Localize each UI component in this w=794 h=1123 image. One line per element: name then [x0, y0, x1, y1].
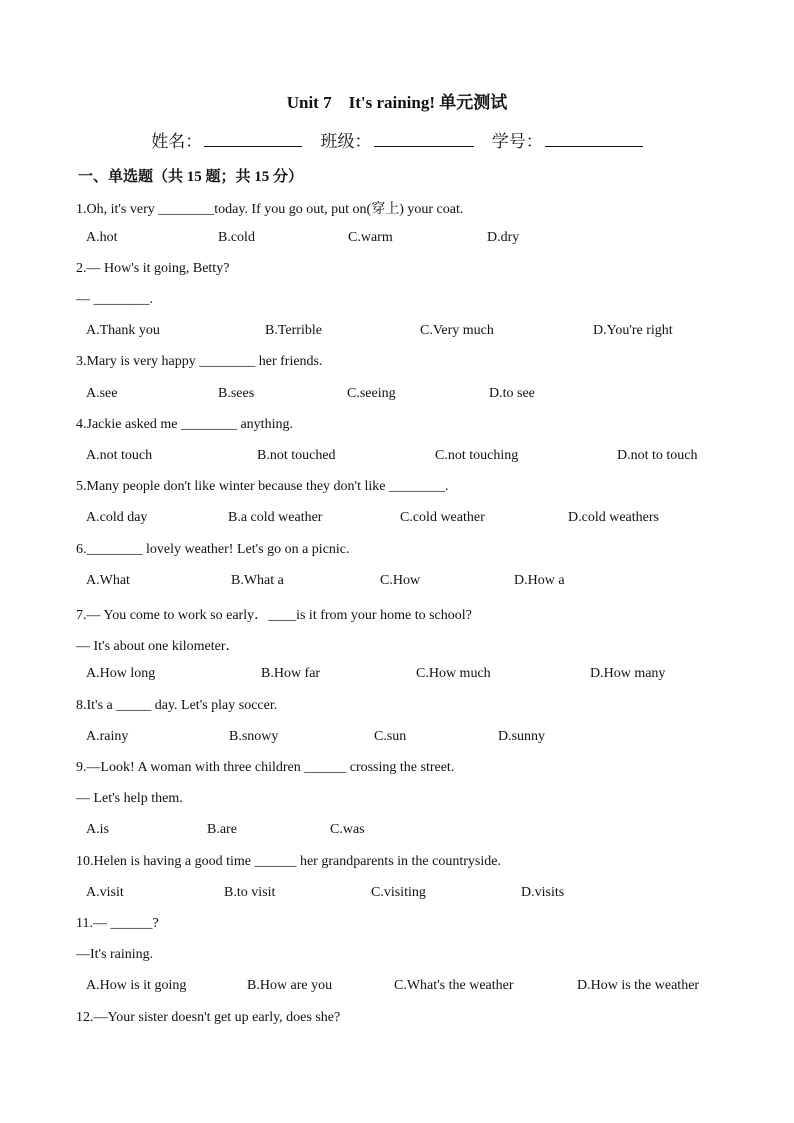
question-8-option-d: D.sunny — [498, 729, 546, 744]
question-6-option-a: A.What — [86, 573, 130, 588]
class-label: 班级： — [320, 132, 372, 151]
question-10-option-c: C.visiting — [371, 885, 426, 900]
question-3-option-d: D.to see — [489, 386, 535, 401]
question-3-option-a: A.see — [86, 386, 118, 401]
question-11-option-a: A.How is it going — [86, 978, 187, 993]
student-id-blank — [545, 130, 643, 147]
question-stem-7-reply: — It's about one kilometer． — [76, 639, 240, 654]
name-blank — [204, 130, 302, 147]
question-8-option-a: A.rainy — [86, 729, 129, 744]
question-2-option-b: B.Terrible — [265, 323, 322, 338]
question-11-option-c: C.What's the weather — [394, 978, 514, 993]
question-1-option-b: B.cold — [218, 230, 255, 245]
question-9-option-b: B.are — [207, 822, 237, 837]
question-stem-6: 6.________ lovely weather! Let's go on a picnic. — [76, 542, 350, 557]
question-6-option-b: B.What a — [231, 573, 284, 588]
question-3-option-b: B.sees — [218, 386, 255, 401]
section-heading: 一、单选题（共 15 题；共 15 分） — [78, 169, 304, 185]
question-7-option-d: D.How many — [590, 666, 666, 681]
question-4-option-a: A.not touch — [86, 448, 153, 463]
class-blank — [374, 130, 474, 147]
page-title: Unit 7 It's raining! 单元测试 — [286, 93, 508, 112]
question-8-option-c: C.sun — [374, 729, 407, 744]
question-7-option-c: C.How much — [416, 666, 491, 681]
question-2-option-c: C.Very much — [420, 323, 494, 338]
question-stem-1: 1.Oh, it's very ________today. If you go out, put on(穿上) your coat. — [76, 202, 464, 217]
question-10-option-a: A.visit — [86, 885, 124, 900]
question-5-option-c: C.cold weather — [400, 510, 485, 525]
question-2-option-a: A.Thank you — [86, 323, 160, 338]
question-stem-2: 2.— How's it going, Betty? — [76, 261, 230, 276]
question-4-option-d: D.not to touch — [617, 448, 698, 463]
question-9-option-c: C.was — [330, 822, 365, 837]
question-4-option-c: C.not touching — [435, 448, 519, 463]
question-10-option-b: B.to visit — [224, 885, 276, 900]
question-stem-5: 5.Many people don't like winter because they don't like ________. — [76, 479, 449, 494]
student-info-line — [0, 127, 794, 152]
name-label: 姓名： — [151, 132, 203, 151]
question-stem-11: 11.— ______? — [76, 916, 159, 931]
question-7-option-a: A.How long — [86, 666, 156, 681]
question-5-option-a: A.cold day — [86, 510, 148, 525]
question-4-option-b: B.not touched — [257, 448, 336, 463]
question-10-option-d: D.visits — [521, 885, 565, 900]
question-6-option-d: D.How a — [514, 573, 565, 588]
question-3-option-c: C.seeing — [347, 386, 396, 401]
question-stem-12: 12.—Your sister doesn't get up early, does she? — [76, 1010, 341, 1025]
question-5-option-d: D.cold weathers — [568, 510, 659, 525]
question-stem-10: 10.Helen is having a good time ______ her grandparents in the countryside. — [76, 854, 501, 869]
question-11-option-b: B.How are you — [247, 978, 333, 993]
student-id-label: 学号： — [491, 132, 543, 151]
question-9-option-a: A.is — [86, 822, 109, 837]
question-6-option-c: C.How — [380, 573, 421, 588]
question-1-option-c: C.warm — [348, 230, 393, 245]
question-stem-2-reply: — ________. — [76, 292, 153, 307]
question-stem-3: 3.Mary is very happy ________ her friends. — [76, 354, 323, 369]
question-11-option-d: D.How is the weather — [577, 978, 700, 993]
question-1-option-d: D.dry — [487, 230, 520, 245]
question-stem-9: 9.—Look! A woman with three children ______ crossing the street. — [76, 760, 455, 775]
question-stem-8: 8.It's a _____ day. Let's play soccer. — [76, 698, 278, 713]
question-8-option-b: B.snowy — [229, 729, 279, 744]
question-7-option-b: B.How far — [261, 666, 321, 681]
question-5-option-b: B.a cold weather — [228, 510, 323, 525]
question-stem-7: 7.— You come to work so early．____is it from your home to school? — [76, 608, 472, 623]
question-stem-9-reply: — Let's help them. — [76, 791, 183, 806]
question-stem-4: 4.Jackie asked me ________ anything. — [76, 417, 293, 432]
question-stem-11-reply: —It's raining. — [76, 947, 154, 962]
question-1-option-a: A.hot — [86, 230, 118, 245]
question-2-option-d: D.You're right — [593, 323, 673, 338]
